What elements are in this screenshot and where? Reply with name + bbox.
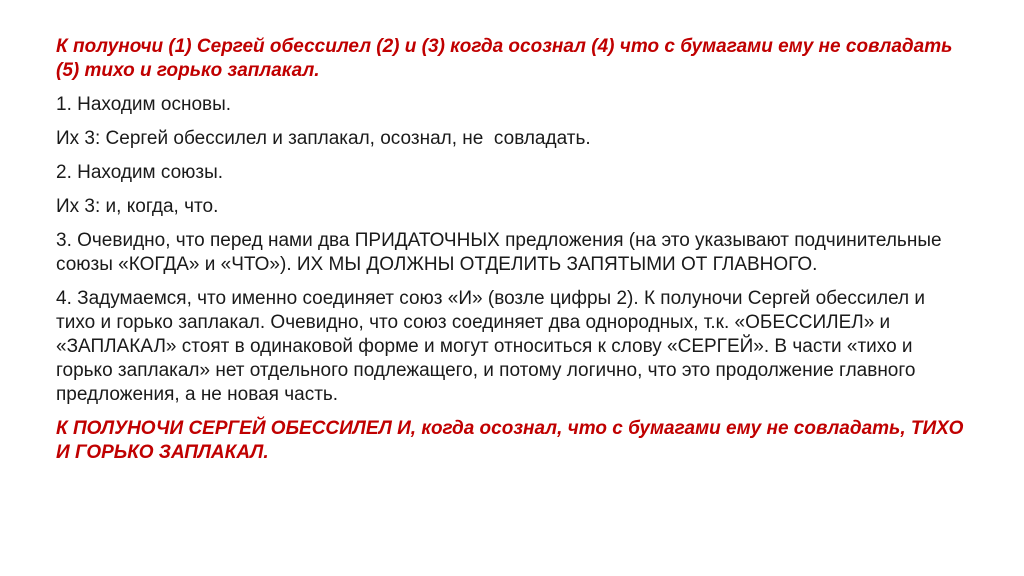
- slide-content: [56, 35, 969, 475]
- step-2-title: 2. Находим союзы.: [56, 162, 224, 183]
- step-1-answer: Их 3: Сергей обессилел и заплакал, осознал, не совладать.: [56, 128, 591, 149]
- task-sentence: К полуночи (1) Сергей обессилел (2) и (3) когда осознал (4) что с бумагами ему не совладать (5) тихо и горько заплакал.: [56, 36, 958, 81]
- step-1-title: 1. Находим основы.: [56, 94, 232, 115]
- step-4-text: 4. Задумаемся, что именно соединяет союз «И» (возле цифры 2). К полуночи Сергей обессилел и тихо и горько заплакал. Очевидно, что союз соединяет два однородных, т.к. «ОБЕССИЛЕЛ» и «ЗАПЛАКАЛ» стоят в одинаковой форме и могут относиться к слову «СЕРГЕЙ». В части «тихо и горько заплакал» нет отдельного подлежащего, и потому логично, что это продолжение главного предложения, а не новая часть.: [56, 288, 931, 405]
- step-3-text: 3. Очевидно, что перед нами два ПРИДАТОЧНЫХ предложения (на это указывают подчинительные союзы «КОГДА» и «ЧТО»). ИХ МЫ ДОЛЖНЫ ОТДЕЛИТЬ ЗАПЯТЫМИ ОТ ГЛАВНОГО.: [56, 230, 947, 275]
- step-2-answer: Их 3: и, когда, что.: [56, 196, 219, 217]
- final-answer: К ПОЛУНОЧИ СЕРГЕЙ ОБЕССИЛЕЛ И, когда осознал, что с бумагами ему не совладать, ТИХО И ГОРЬКО ЗАПЛАКАЛ.: [56, 418, 969, 463]
